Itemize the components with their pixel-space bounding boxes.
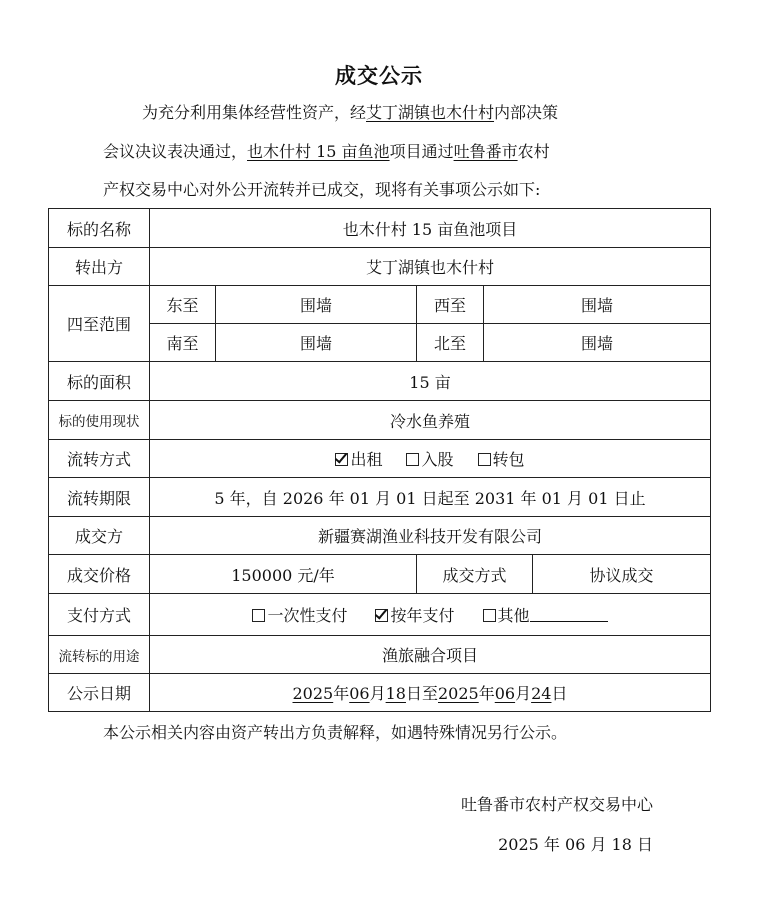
notice-date-label: 公示日期 [49, 674, 150, 712]
east-value: 围墙 [216, 286, 417, 324]
option-label: 一次性支付 [267, 606, 348, 625]
date-to: 至 [421, 684, 438, 703]
payment-method-option[interactable] [483, 606, 608, 625]
option-label: 转包 [492, 450, 525, 469]
date-unit: 年 [333, 684, 350, 703]
payment-method-options [150, 594, 711, 636]
usage-value: 冷水鱼养殖 [150, 401, 711, 440]
deal-info-table [48, 208, 711, 712]
deal-method-value: 协议成交 [533, 555, 711, 594]
date-unit: 月 [369, 684, 386, 703]
start-year: 2025 [292, 684, 334, 703]
start-day: 18 [385, 684, 406, 703]
east-label: 东至 [150, 286, 216, 324]
west-label: 西至 [417, 286, 484, 324]
intro-line-2 [103, 139, 550, 162]
date-unit: 月 [515, 684, 532, 703]
option-label: 按年支付 [390, 606, 455, 625]
transfer-method-options [150, 440, 711, 478]
buyer-value: 新疆赛湖渔业科技开发有限公司 [150, 517, 711, 555]
west-value: 围墙 [484, 286, 711, 324]
intro-line-3: 产权交易中心对外公开流转并已成交，现将有关事项公示如下: [103, 180, 541, 199]
north-value: 围墙 [484, 324, 711, 362]
intro-text: 为充分利用集体经营性资产，经 [142, 103, 367, 122]
village-name: 艾丁湖镇也木什村 [366, 103, 495, 122]
signature: 吐鲁番市农村产权交易中心 [460, 795, 653, 814]
buyer-label: 成交方 [49, 517, 150, 555]
other-blank-line[interactable] [530, 607, 608, 622]
subject-name-value: 也木什村 15 亩鱼池项目 [150, 209, 711, 248]
end-year: 2025 [438, 684, 479, 703]
intro-text: 会议决议表决通过， [103, 142, 248, 161]
area-value: 15 亩 [150, 362, 711, 401]
price-value: 150000 元/年 [150, 555, 417, 594]
intro-text: 内部决策 [494, 103, 559, 122]
checkbox-icon[interactable] [483, 609, 496, 622]
price-label: 成交价格 [49, 555, 150, 594]
usage-label: 标的使用现状 [49, 401, 150, 440]
project-name: 也木什村 15 亩鱼池 [247, 142, 390, 161]
footer-note: 本公示相关内容由资产转出方负责解释，如遇特殊情况另行公示。 [103, 723, 568, 742]
term-label: 流转期限 [49, 478, 150, 517]
purpose-value: 渔旅融合项目 [150, 636, 711, 674]
transfer-method-option[interactable] [478, 450, 525, 469]
area-label: 标的面积 [49, 362, 150, 401]
intro-text: 农村 [517, 142, 550, 161]
payment-label: 支付方式 [49, 594, 150, 636]
transfer-method-option[interactable] [335, 450, 382, 469]
end-day: 24 [531, 684, 552, 703]
south-value: 围墙 [216, 324, 417, 362]
checkbox-icon[interactable] [375, 609, 388, 622]
option-label: 其他 [497, 606, 530, 625]
south-label: 南至 [150, 324, 216, 362]
option-label: 出租 [350, 450, 383, 469]
notice-date-value [150, 674, 711, 712]
document-title: 成交公示 [335, 64, 423, 88]
term-value: 5 年，自 2026 年 01 月 01 日起至 2031 年 01 月 01 日止 [150, 478, 711, 517]
date-unit: 日 [405, 684, 422, 703]
checkbox-icon[interactable] [335, 453, 348, 466]
sign-date: 2025 年 06 月 18 日 [498, 835, 653, 854]
transfer-method-option[interactable] [406, 450, 453, 469]
checkbox-icon[interactable] [478, 453, 491, 466]
transferor-value: 艾丁湖镇也木什村 [150, 248, 711, 286]
end-month: 06 [494, 684, 516, 703]
north-label: 北至 [417, 324, 484, 362]
payment-method-option[interactable] [375, 606, 454, 625]
date-unit: 日 [551, 684, 568, 703]
transferor-label: 转出方 [49, 248, 150, 286]
city-name: 吐鲁番市 [453, 142, 518, 161]
boundary-label: 四至范围 [49, 286, 150, 362]
start-month: 06 [349, 684, 370, 703]
subject-name-label: 标的名称 [49, 209, 150, 248]
option-label: 入股 [421, 450, 454, 469]
intro-text: 项目通过 [389, 142, 454, 161]
checkbox-icon[interactable] [406, 453, 419, 466]
checkbox-icon[interactable] [252, 609, 265, 622]
purpose-label: 流转标的用途 [49, 636, 150, 674]
transfer-method-label: 流转方式 [49, 440, 150, 478]
intro-line-1 [142, 100, 558, 123]
date-unit: 年 [478, 684, 495, 703]
payment-method-option[interactable] [252, 606, 347, 625]
deal-method-label: 成交方式 [417, 555, 533, 594]
